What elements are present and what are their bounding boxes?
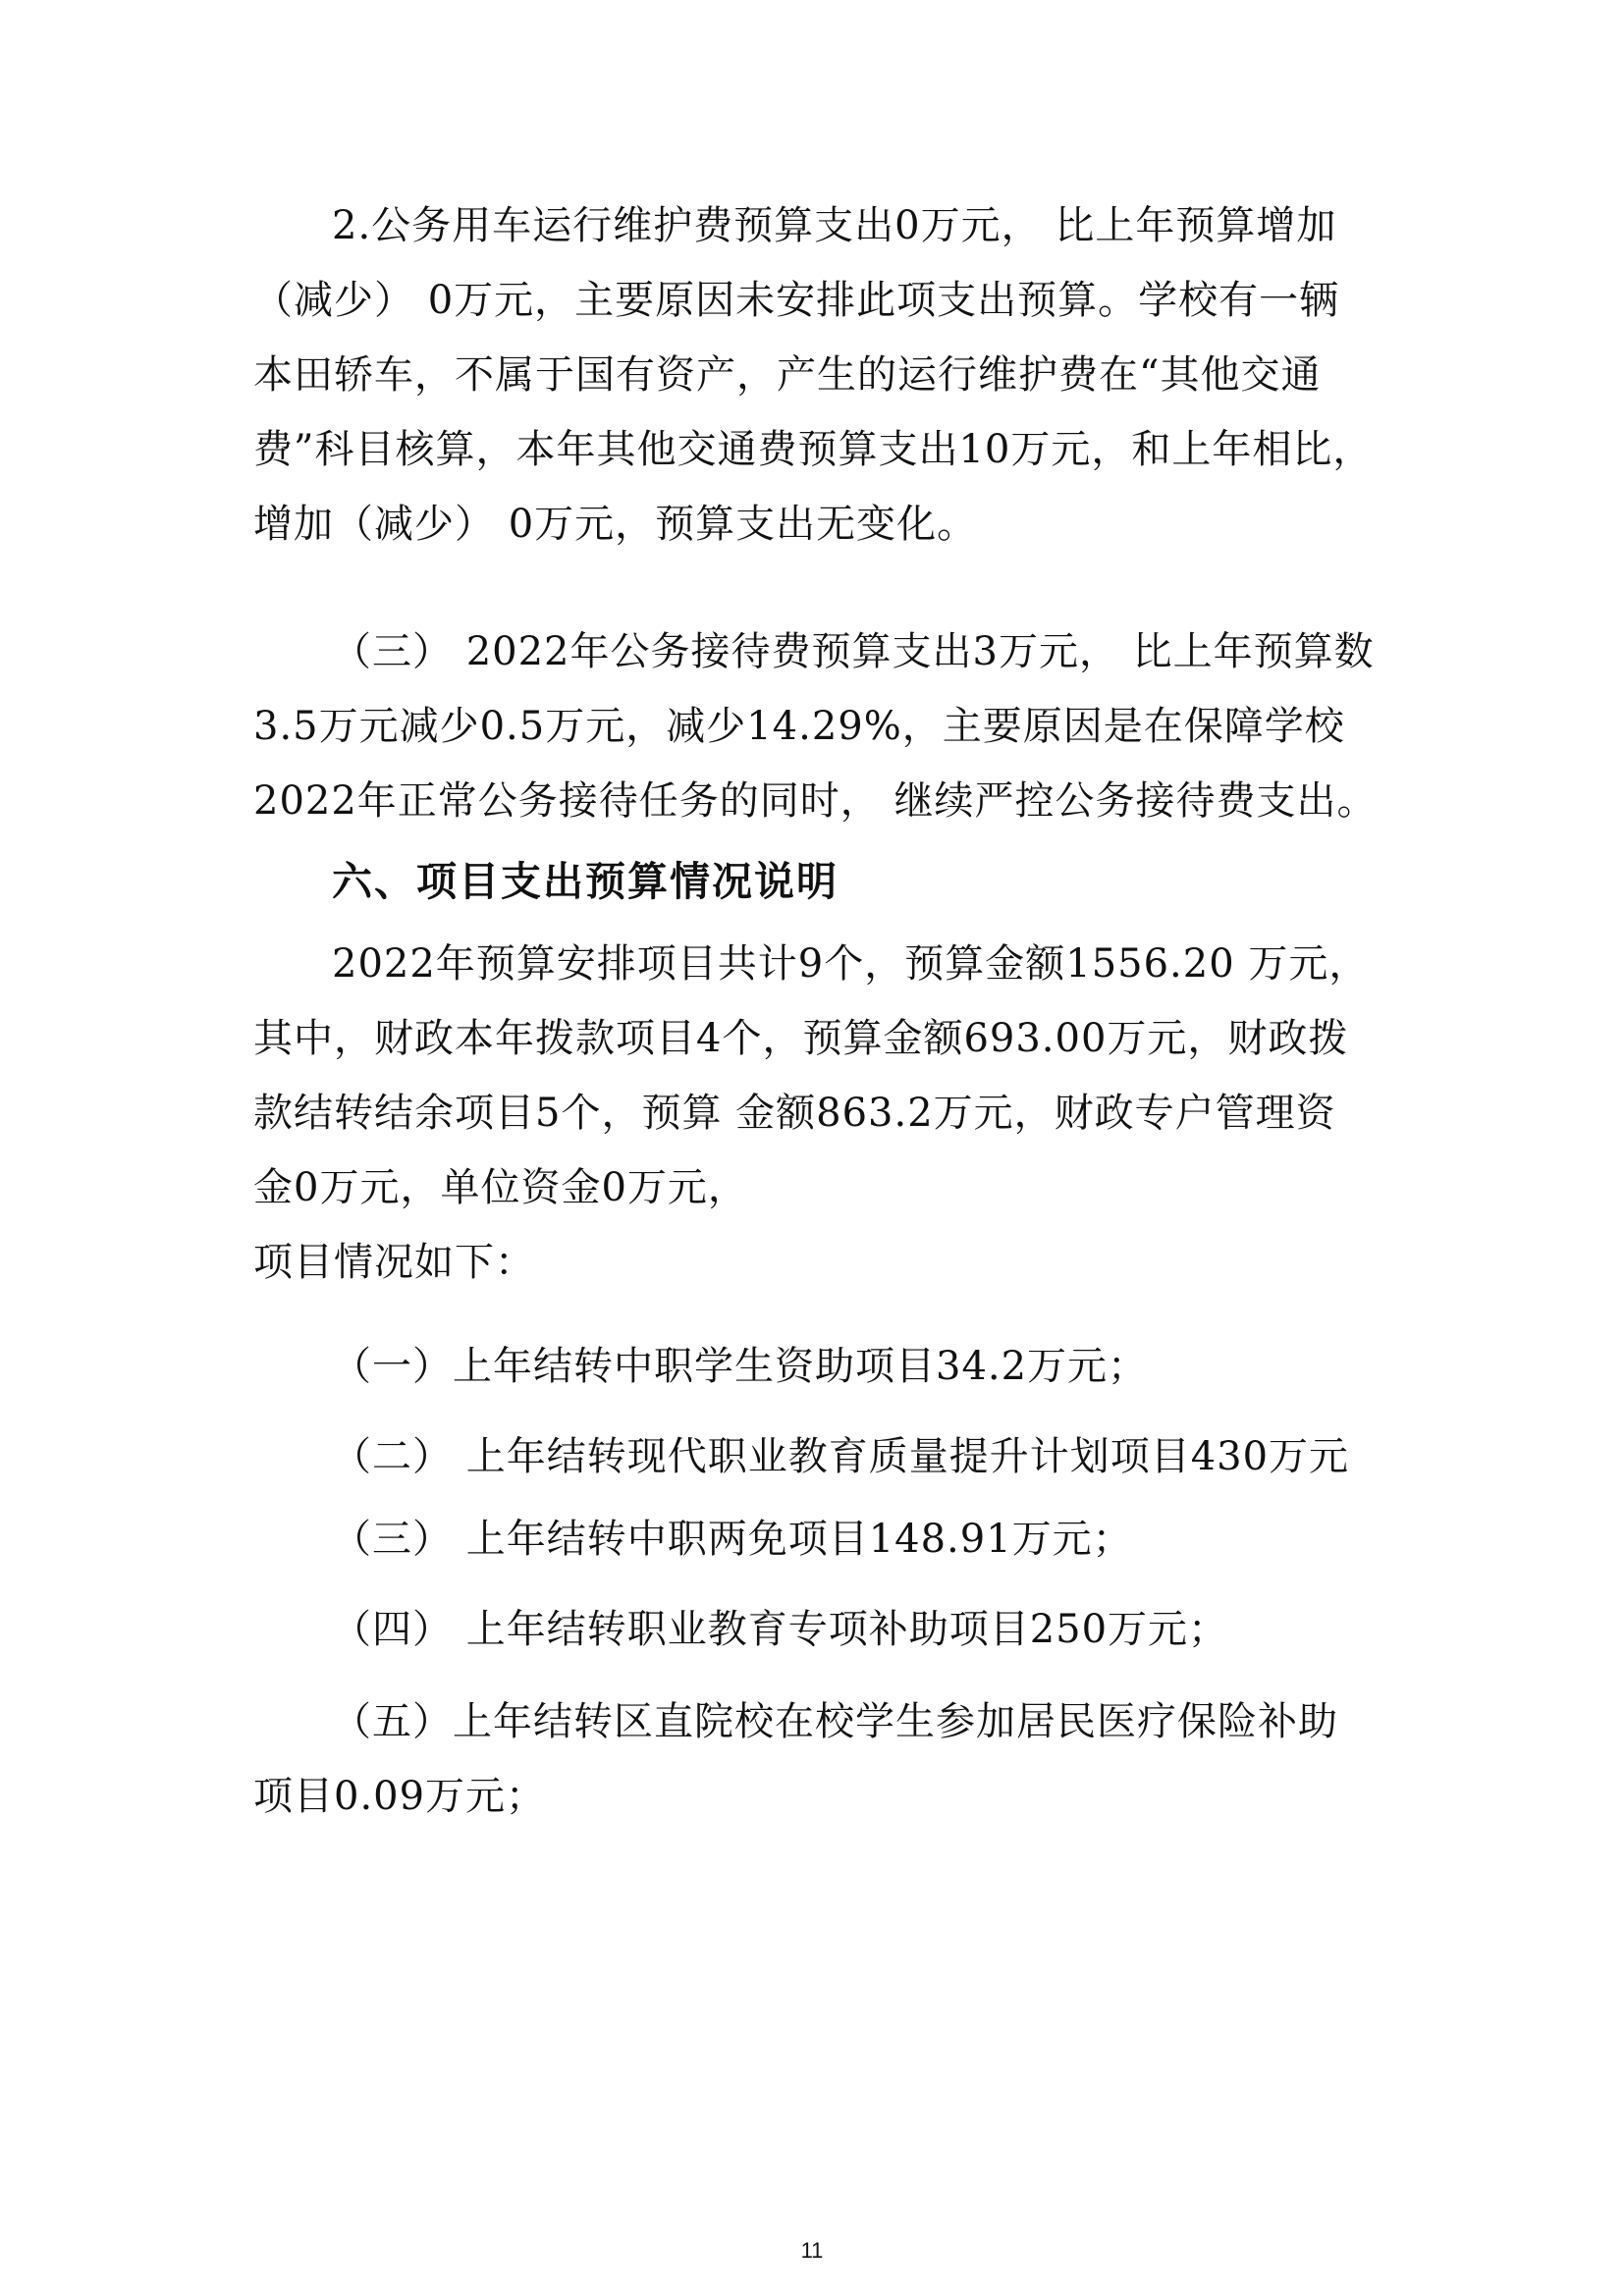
text-line: （三） 2022年公务接待费预算支出3万元， 比上年预算数 xyxy=(332,629,1375,674)
text-line: 金0万元，单位资金0万元， xyxy=(253,1165,748,1210)
text-line: 项目情况如下： xyxy=(253,1240,535,1285)
text-line: 增加（减少） 0万元，预算支出无变化。 xyxy=(253,502,978,547)
section-heading: 六、项目支出预算情况说明 xyxy=(332,858,839,905)
page-number: 11 xyxy=(800,2238,824,2263)
list-item: （三） 上年结转中职两免项目148.91万元； xyxy=(332,1517,1133,1562)
text-line: 本田轿车，不属于国有资产，产生的运行维护费在“其他交通 xyxy=(253,352,1322,398)
text-line: 2022年正常公务接待任务的同时， 继续严控公务接待费支出。 xyxy=(253,778,1378,824)
text-line: 2022年预算安排项目共计9个，预算金额1556.20 万元， xyxy=(332,941,1370,987)
list-item: （二） 上年结转现代职业教育质量提升计划项目430万元 xyxy=(332,1434,1350,1479)
text-line: 3.5万元减少0.5万元，减少14.29%，主要原因是在保障学校 xyxy=(253,704,1345,749)
list-item: 项目0.09万元； xyxy=(253,1774,547,1819)
text-line: （减少） 0万元，主要原因未安排此项支出预算。学校有一辆 xyxy=(253,278,1340,323)
text-line: 费”科目核算，本年其他交通费预算支出10万元，和上年相比， xyxy=(253,427,1374,472)
list-item: （四） 上年结转职业教育专项补助项目250万元； xyxy=(332,1607,1229,1652)
list-item: （五）上年结转区直院校在校学生参加居民医疗保险补助 xyxy=(332,1699,1338,1744)
list-item: （一）上年结转中职学生资助项目34.2万元； xyxy=(332,1344,1149,1389)
text-line: 款结转结余项目5个，预算 金额863.2万元，财政专户管理资 xyxy=(253,1091,1336,1136)
text-line: 其中，财政本年拨款项目4个，预算金额693.00万元，财政拨 xyxy=(253,1016,1349,1061)
text-line: 2.公务用车运行维护费预算支出0万元， 比上年预算增加 xyxy=(332,203,1337,248)
